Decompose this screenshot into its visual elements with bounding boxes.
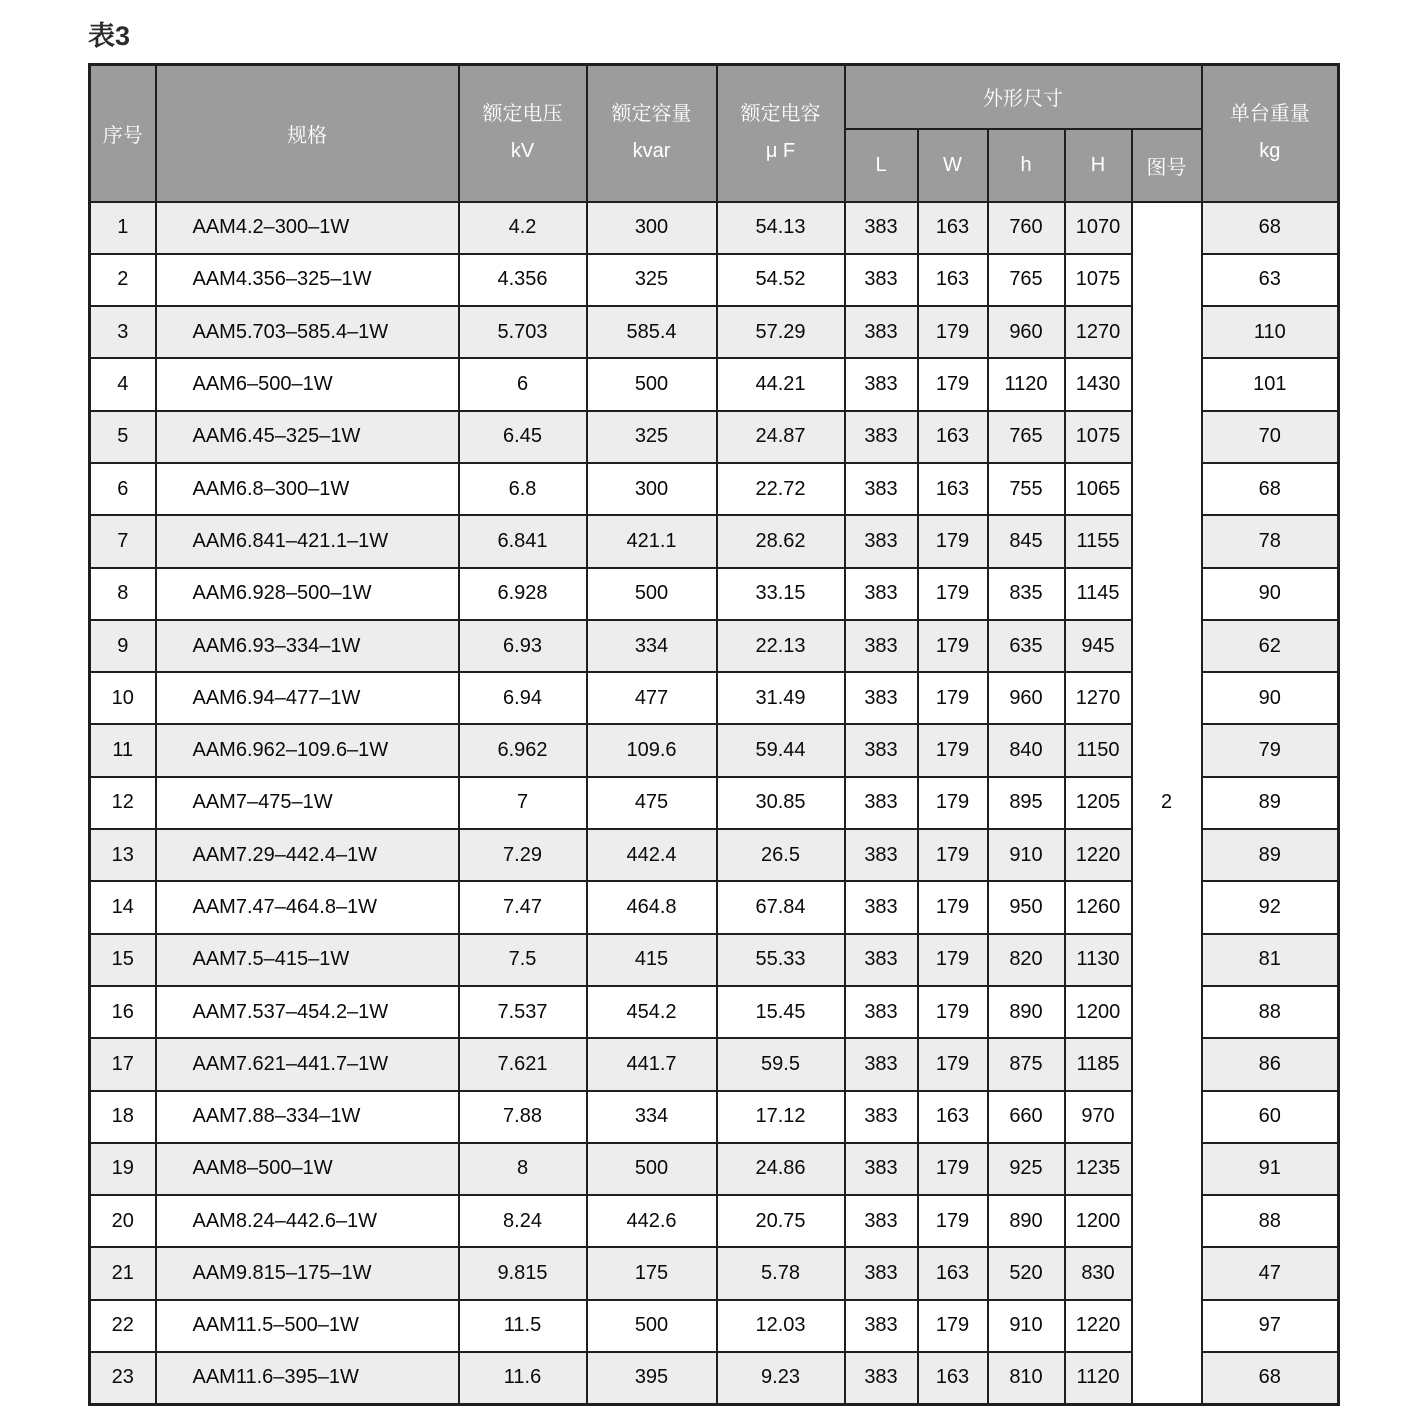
row-spec-cell: AAM6.8–300–1W	[156, 463, 459, 515]
row-dim-H-cell: 1270	[1065, 306, 1132, 358]
row-rated-capacitance-cell: 17.12	[717, 1091, 845, 1143]
col-header-figure-number: 图号	[1132, 129, 1202, 202]
col-header-no: 序号	[90, 65, 156, 202]
row-dim-L-cell: 383	[845, 777, 918, 829]
row-rated-capacity-cell: 442.6	[587, 1195, 717, 1247]
row-spec-cell: AAM4.356–325–1W	[156, 254, 459, 306]
row-dim-W-cell: 179	[918, 620, 988, 672]
row-dim-L-cell: 383	[845, 1038, 918, 1090]
row-rated-voltage-cell: 7.5	[459, 934, 587, 986]
row-dim-H-cell: 1220	[1065, 829, 1132, 881]
row-unit-weight-cell: 47	[1202, 1247, 1339, 1299]
col-header-unit-weight	[1202, 65, 1339, 202]
row-dim-h-cell: 890	[988, 986, 1065, 1038]
row-dim-H-cell: 1235	[1065, 1143, 1132, 1195]
row-unit-weight-cell: 90	[1202, 672, 1339, 724]
col-header-rated-capacitance-unit: μ F	[765, 140, 796, 163]
row-dim-H-cell: 1155	[1065, 515, 1132, 567]
row-dim-H-cell: 1200	[1065, 986, 1132, 1038]
row-dim-h-cell: 890	[988, 1195, 1065, 1247]
row-spec-cell: AAM7.5–415–1W	[156, 934, 459, 986]
row-dim-H-cell: 1145	[1065, 568, 1132, 620]
row-rated-voltage-cell: 6.93	[459, 620, 587, 672]
row-rated-voltage-cell: 8	[459, 1143, 587, 1195]
col-header-dimensions: 外形尺寸	[845, 65, 1202, 129]
row-dim-h-cell: 1120	[988, 358, 1065, 410]
row-unit-weight-cell: 86	[1202, 1038, 1339, 1090]
row-spec-cell: AAM6.928–500–1W	[156, 568, 459, 620]
row-dim-H-cell: 1065	[1065, 463, 1132, 515]
row-dim-L-cell: 383	[845, 672, 918, 724]
row-spec-cell: AAM7.537–454.2–1W	[156, 986, 459, 1038]
row-dim-W-cell: 179	[918, 1195, 988, 1247]
row-dim-h-cell: 765	[988, 254, 1065, 306]
row-no-cell: 16	[90, 986, 156, 1038]
row-unit-weight-cell: 101	[1202, 358, 1339, 410]
row-dim-H-cell: 1270	[1065, 672, 1132, 724]
row-rated-capacitance-cell: 54.13	[717, 202, 845, 254]
row-rated-voltage-cell: 11.5	[459, 1300, 587, 1352]
row-dim-h-cell: 845	[988, 515, 1065, 567]
row-unit-weight-cell: 89	[1202, 829, 1339, 881]
row-no-cell: 8	[90, 568, 156, 620]
row-dim-H-cell: 970	[1065, 1091, 1132, 1143]
row-dim-h-cell: 910	[988, 1300, 1065, 1352]
row-rated-capacity-cell: 395	[587, 1352, 717, 1404]
row-rated-voltage-cell: 6.841	[459, 515, 587, 567]
row-no-cell: 19	[90, 1143, 156, 1195]
row-rated-capacity-cell: 441.7	[587, 1038, 717, 1090]
row-rated-voltage-cell: 7	[459, 777, 587, 829]
col-header-rated-voltage-label: 额定电压	[482, 103, 563, 126]
row-dim-h-cell: 755	[988, 463, 1065, 515]
row-rated-capacitance-cell: 67.84	[717, 881, 845, 933]
row-unit-weight-cell: 91	[1202, 1143, 1339, 1195]
row-dim-h-cell: 895	[988, 777, 1065, 829]
row-dim-L-cell: 383	[845, 568, 918, 620]
row-rated-voltage-cell: 4.356	[459, 254, 587, 306]
row-unit-weight-cell: 89	[1202, 777, 1339, 829]
row-no-cell: 21	[90, 1247, 156, 1299]
row-dim-h-cell: 960	[988, 306, 1065, 358]
row-unit-weight-cell: 78	[1202, 515, 1339, 567]
col-header-dim-W: W	[918, 129, 988, 202]
row-rated-voltage-cell: 6.8	[459, 463, 587, 515]
row-rated-voltage-cell: 5.703	[459, 306, 587, 358]
row-dim-H-cell: 1075	[1065, 254, 1132, 306]
row-dim-H-cell: 945	[1065, 620, 1132, 672]
row-dim-h-cell: 960	[988, 672, 1065, 724]
row-spec-cell: AAM9.815–175–1W	[156, 1247, 459, 1299]
row-dim-L-cell: 383	[845, 986, 918, 1038]
row-spec-cell: AAM6.841–421.1–1W	[156, 515, 459, 567]
col-header-rated-voltage	[459, 65, 587, 202]
row-dim-W-cell: 179	[918, 1038, 988, 1090]
row-no-cell: 14	[90, 881, 156, 933]
row-dim-W-cell: 179	[918, 777, 988, 829]
col-header-unit-weight-label: 单台重量	[1229, 103, 1310, 126]
row-spec-cell: AAM11.6–395–1W	[156, 1352, 459, 1404]
row-rated-capacitance-cell: 59.44	[717, 724, 845, 776]
row-rated-capacitance-cell: 59.5	[717, 1038, 845, 1090]
row-no-cell: 18	[90, 1091, 156, 1143]
row-rated-capacity-cell: 500	[587, 1143, 717, 1195]
row-rated-capacitance-cell: 22.13	[717, 620, 845, 672]
row-spec-cell: AAM11.5–500–1W	[156, 1300, 459, 1352]
row-unit-weight-cell: 81	[1202, 934, 1339, 986]
row-rated-capacitance-cell: 26.5	[717, 829, 845, 881]
row-dim-L-cell: 383	[845, 829, 918, 881]
col-header-rated-capacitance	[717, 65, 845, 202]
row-rated-voltage-cell: 6.94	[459, 672, 587, 724]
table-row	[90, 202, 1339, 254]
row-dim-L-cell: 383	[845, 411, 918, 463]
row-rated-voltage-cell: 8.24	[459, 1195, 587, 1247]
row-dim-L-cell: 383	[845, 306, 918, 358]
row-dim-W-cell: 163	[918, 1352, 988, 1404]
row-no-cell: 20	[90, 1195, 156, 1247]
row-rated-voltage-cell: 6.962	[459, 724, 587, 776]
row-rated-capacitance-cell: 33.15	[717, 568, 845, 620]
row-dim-W-cell: 179	[918, 515, 988, 567]
row-rated-capacitance-cell: 22.72	[717, 463, 845, 515]
row-unit-weight-cell: 68	[1202, 463, 1339, 515]
row-dim-L-cell: 383	[845, 724, 918, 776]
row-dim-L-cell: 383	[845, 881, 918, 933]
row-rated-voltage-cell: 6	[459, 358, 587, 410]
row-dim-H-cell: 1220	[1065, 1300, 1132, 1352]
row-dim-L-cell: 383	[845, 1352, 918, 1404]
row-spec-cell: AAM6.94–477–1W	[156, 672, 459, 724]
row-spec-cell: AAM7.88–334–1W	[156, 1091, 459, 1143]
row-rated-voltage-cell: 7.29	[459, 829, 587, 881]
row-spec-cell: AAM7–475–1W	[156, 777, 459, 829]
row-spec-cell: AAM7.47–464.8–1W	[156, 881, 459, 933]
col-header-spec: 规格	[156, 65, 459, 202]
row-rated-capacity-cell: 477	[587, 672, 717, 724]
row-dim-L-cell: 383	[845, 515, 918, 567]
row-dim-h-cell: 910	[988, 829, 1065, 881]
row-rated-capacitance-cell: 15.45	[717, 986, 845, 1038]
row-rated-capacity-cell: 109.6	[587, 724, 717, 776]
row-rated-capacity-cell: 325	[587, 411, 717, 463]
row-rated-capacity-cell: 421.1	[587, 515, 717, 567]
row-dim-h-cell: 520	[988, 1247, 1065, 1299]
row-dim-H-cell: 1205	[1065, 777, 1132, 829]
row-dim-L-cell: 383	[845, 1300, 918, 1352]
row-spec-cell: AAM4.2–300–1W	[156, 202, 459, 254]
row-unit-weight-cell: 62	[1202, 620, 1339, 672]
row-dim-L-cell: 383	[845, 1091, 918, 1143]
row-dim-h-cell: 660	[988, 1091, 1065, 1143]
row-rated-capacity-cell: 415	[587, 934, 717, 986]
row-dim-L-cell: 383	[845, 202, 918, 254]
row-no-cell: 22	[90, 1300, 156, 1352]
row-dim-L-cell: 383	[845, 1143, 918, 1195]
row-no-cell: 15	[90, 934, 156, 986]
row-unit-weight-cell: 63	[1202, 254, 1339, 306]
row-rated-capacity-cell: 334	[587, 1091, 717, 1143]
row-rated-capacity-cell: 500	[587, 1300, 717, 1352]
row-no-cell: 11	[90, 724, 156, 776]
row-rated-capacity-cell: 175	[587, 1247, 717, 1299]
row-no-cell: 3	[90, 306, 156, 358]
row-no-cell: 10	[90, 672, 156, 724]
row-rated-capacitance-cell: 55.33	[717, 934, 845, 986]
row-rated-capacity-cell: 585.4	[587, 306, 717, 358]
col-header-dim-h: h	[988, 129, 1065, 202]
row-no-cell: 6	[90, 463, 156, 515]
row-rated-capacitance-cell: 44.21	[717, 358, 845, 410]
row-dim-L-cell: 383	[845, 620, 918, 672]
row-dim-W-cell: 179	[918, 1143, 988, 1195]
row-spec-cell: AAM8.24–442.6–1W	[156, 1195, 459, 1247]
row-dim-W-cell: 179	[918, 724, 988, 776]
row-dim-H-cell: 1130	[1065, 934, 1132, 986]
row-dim-W-cell: 179	[918, 672, 988, 724]
row-unit-weight-cell: 110	[1202, 306, 1339, 358]
row-unit-weight-cell: 90	[1202, 568, 1339, 620]
row-rated-capacitance-cell: 9.23	[717, 1352, 845, 1404]
row-dim-L-cell: 383	[845, 1247, 918, 1299]
row-rated-capacity-cell: 475	[587, 777, 717, 829]
row-dim-h-cell: 950	[988, 881, 1065, 933]
row-no-cell: 7	[90, 515, 156, 567]
row-dim-h-cell: 810	[988, 1352, 1065, 1404]
row-spec-cell: AAM6–500–1W	[156, 358, 459, 410]
row-rated-voltage-cell: 9.815	[459, 1247, 587, 1299]
row-dim-W-cell: 163	[918, 463, 988, 515]
row-dim-W-cell: 179	[918, 934, 988, 986]
row-dim-L-cell: 383	[845, 463, 918, 515]
row-dim-h-cell: 635	[988, 620, 1065, 672]
row-dim-h-cell: 840	[988, 724, 1065, 776]
row-no-cell: 13	[90, 829, 156, 881]
row-spec-cell: AAM7.29–442.4–1W	[156, 829, 459, 881]
row-rated-capacitance-cell: 20.75	[717, 1195, 845, 1247]
col-header-rated-capacity-unit: kvar	[632, 140, 671, 163]
row-dim-W-cell: 163	[918, 1091, 988, 1143]
row-dim-h-cell: 765	[988, 411, 1065, 463]
row-no-cell: 9	[90, 620, 156, 672]
row-rated-voltage-cell: 6.928	[459, 568, 587, 620]
row-unit-weight-cell: 68	[1202, 202, 1339, 254]
row-dim-L-cell: 383	[845, 934, 918, 986]
row-rated-capacity-cell: 300	[587, 202, 717, 254]
row-rated-voltage-cell: 7.537	[459, 986, 587, 1038]
row-unit-weight-cell: 88	[1202, 986, 1339, 1038]
row-dim-h-cell: 835	[988, 568, 1065, 620]
row-dim-H-cell: 1260	[1065, 881, 1132, 933]
row-dim-W-cell: 179	[918, 1300, 988, 1352]
row-rated-capacity-cell: 464.8	[587, 881, 717, 933]
row-rated-capacity-cell: 442.4	[587, 829, 717, 881]
row-dim-H-cell: 1185	[1065, 1038, 1132, 1090]
row-rated-capacity-cell: 454.2	[587, 986, 717, 1038]
row-spec-cell: AAM6.45–325–1W	[156, 411, 459, 463]
row-spec-cell: AAM8–500–1W	[156, 1143, 459, 1195]
table-title: 表3	[88, 21, 131, 51]
row-no-cell: 4	[90, 358, 156, 410]
row-no-cell: 5	[90, 411, 156, 463]
row-dim-H-cell: 1430	[1065, 358, 1132, 410]
row-unit-weight-cell: 68	[1202, 1352, 1339, 1404]
row-spec-cell: AAM6.93–334–1W	[156, 620, 459, 672]
row-dim-W-cell: 163	[918, 411, 988, 463]
row-no-cell: 2	[90, 254, 156, 306]
row-dim-H-cell: 1150	[1065, 724, 1132, 776]
row-dim-H-cell: 1200	[1065, 1195, 1132, 1247]
row-dim-W-cell: 163	[918, 254, 988, 306]
row-dim-H-cell: 1075	[1065, 411, 1132, 463]
col-header-rated-capacity	[587, 65, 717, 202]
row-unit-weight-cell: 79	[1202, 724, 1339, 776]
row-dim-H-cell: 830	[1065, 1247, 1132, 1299]
row-rated-capacitance-cell: 12.03	[717, 1300, 845, 1352]
col-header-rated-capacitance-label: 额定电容	[740, 103, 821, 126]
row-dim-W-cell: 163	[918, 1247, 988, 1299]
row-rated-capacitance-cell: 5.78	[717, 1247, 845, 1299]
row-dim-L-cell: 383	[845, 1195, 918, 1247]
col-header-rated-voltage-unit: kV	[510, 140, 535, 163]
row-rated-capacitance-cell: 57.29	[717, 306, 845, 358]
row-dim-h-cell: 820	[988, 934, 1065, 986]
row-spec-cell: AAM5.703–585.4–1W	[156, 306, 459, 358]
row-rated-capacity-cell: 300	[587, 463, 717, 515]
row-unit-weight-cell: 70	[1202, 411, 1339, 463]
row-dim-H-cell: 1070	[1065, 202, 1132, 254]
col-header-dim-L: L	[845, 129, 918, 202]
row-rated-voltage-cell: 6.45	[459, 411, 587, 463]
row-rated-capacity-cell: 334	[587, 620, 717, 672]
row-dim-W-cell: 163	[918, 202, 988, 254]
figure-number-value-cell: 2	[1132, 202, 1202, 1405]
row-unit-weight-cell: 88	[1202, 1195, 1339, 1247]
row-rated-capacity-cell: 325	[587, 254, 717, 306]
row-rated-capacitance-cell: 31.49	[717, 672, 845, 724]
row-dim-W-cell: 179	[918, 881, 988, 933]
row-unit-weight-cell: 97	[1202, 1300, 1339, 1352]
row-dim-W-cell: 179	[918, 986, 988, 1038]
row-spec-cell: AAM6.962–109.6–1W	[156, 724, 459, 776]
row-unit-weight-cell: 92	[1202, 881, 1339, 933]
row-rated-voltage-cell: 7.621	[459, 1038, 587, 1090]
row-no-cell: 1	[90, 202, 156, 254]
row-dim-W-cell: 179	[918, 358, 988, 410]
row-no-cell: 23	[90, 1352, 156, 1404]
spec-table	[88, 63, 1340, 1406]
col-header-rated-capacity-label: 额定容量	[611, 103, 692, 126]
col-header-dim-H: H	[1065, 129, 1132, 202]
row-rated-capacitance-cell: 24.86	[717, 1143, 845, 1195]
col-header-unit-weight-unit: kg	[1259, 140, 1281, 163]
row-dim-W-cell: 179	[918, 306, 988, 358]
row-rated-capacitance-cell: 28.62	[717, 515, 845, 567]
row-dim-H-cell: 1120	[1065, 1352, 1132, 1404]
row-rated-capacitance-cell: 30.85	[717, 777, 845, 829]
row-dim-h-cell: 760	[988, 202, 1065, 254]
row-dim-h-cell: 925	[988, 1143, 1065, 1195]
row-rated-capacity-cell: 500	[587, 568, 717, 620]
row-rated-capacity-cell: 500	[587, 358, 717, 410]
row-no-cell: 12	[90, 777, 156, 829]
row-dim-L-cell: 383	[845, 358, 918, 410]
row-dim-W-cell: 179	[918, 568, 988, 620]
row-dim-L-cell: 383	[845, 254, 918, 306]
row-rated-capacitance-cell: 54.52	[717, 254, 845, 306]
row-rated-capacitance-cell: 24.87	[717, 411, 845, 463]
row-no-cell: 17	[90, 1038, 156, 1090]
row-dim-W-cell: 179	[918, 829, 988, 881]
row-rated-voltage-cell: 4.2	[459, 202, 587, 254]
row-unit-weight-cell: 60	[1202, 1091, 1339, 1143]
row-spec-cell: AAM7.621–441.7–1W	[156, 1038, 459, 1090]
row-rated-voltage-cell: 7.88	[459, 1091, 587, 1143]
row-dim-h-cell: 875	[988, 1038, 1065, 1090]
row-rated-voltage-cell: 7.47	[459, 881, 587, 933]
row-rated-voltage-cell: 11.6	[459, 1352, 587, 1404]
